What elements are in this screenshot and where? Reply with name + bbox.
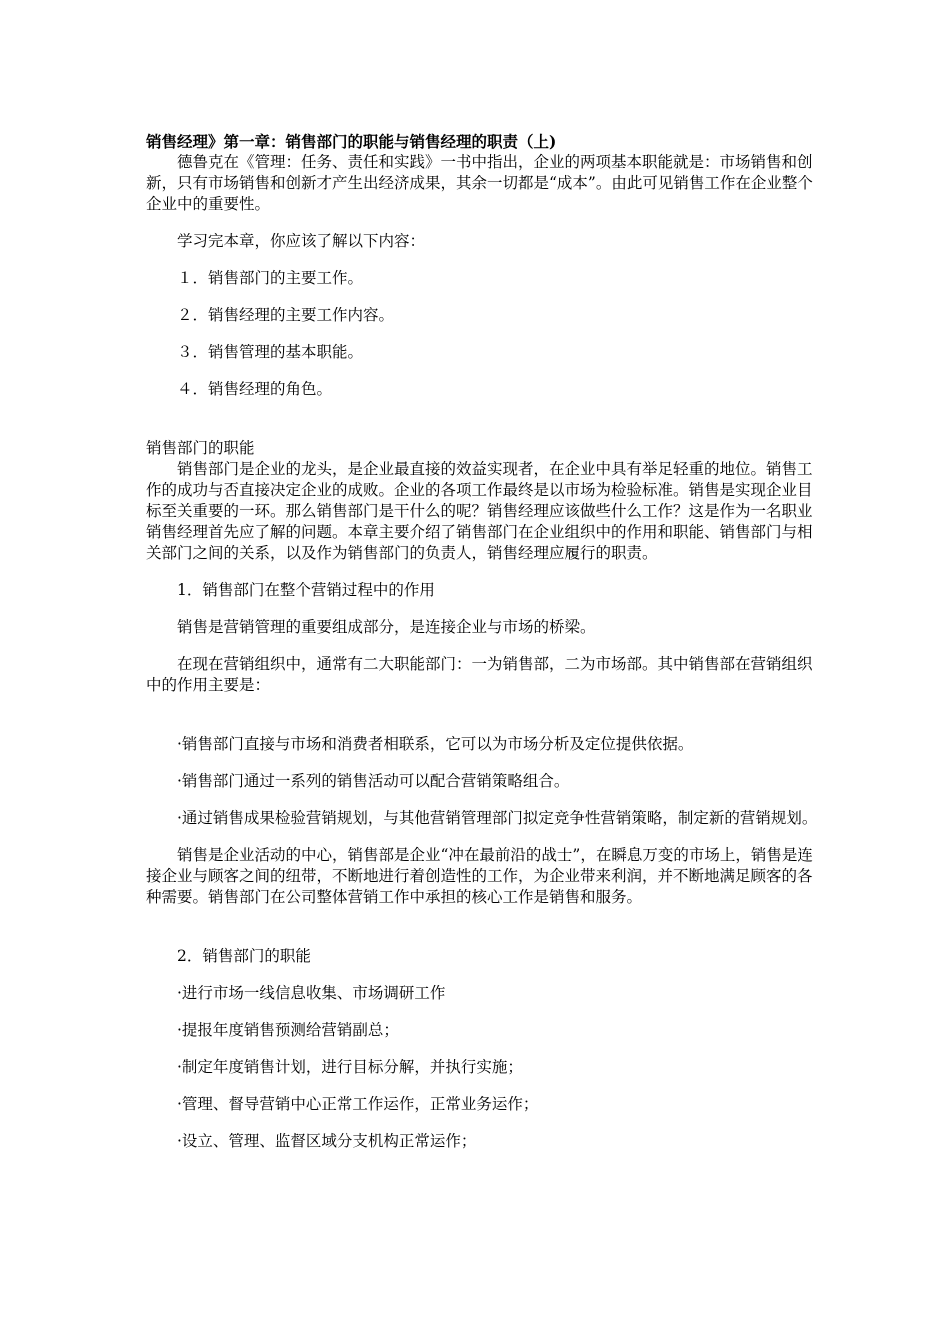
- document-title: 销售经理》第一章：销售部门的职能与销售经理的职责（上): [146, 132, 557, 151]
- body-paragraph: 在现在营销组织中，通常有二大职能部门：一为销售部，二为市场部。其中销售部在营销组织中的作用主要是：: [146, 655, 813, 694]
- bullet-item: ·通过销售成果检验营销规划，与其他营销管理部门拟定竞争性营销策略，制定新的营销规划。: [177, 809, 818, 827]
- learn-item: ４．销售经理的角色。: [177, 380, 333, 398]
- bullet-item: ·设立、管理、监督区域分支机构正常运作；: [177, 1132, 477, 1150]
- subsection-heading: 2．销售部门的职能: [177, 947, 311, 965]
- learn-heading: 学习完本章，你应该了解以下内容：: [177, 232, 426, 250]
- learn-item: １．销售部门的主要工作。: [177, 269, 364, 287]
- document-page: [146, 131, 826, 1152]
- subsection-heading: 1．销售部门在整个营销过程中的作用: [177, 581, 435, 599]
- body-paragraph: 销售是营销管理的重要组成部分，是连接企业与市场的桥梁。: [177, 618, 596, 636]
- body-paragraph: 销售是企业活动的中心，销售部是企业“冲在最前沿的战士”，在瞬息万变的市场上，销售是连接企业与顾客之间的纽带，不断地进行着创造性的工作，为企业带来利润，并不断地满足顾客的各种需要。销售部门在公司整体营销工作中承担的核心工作是销售和服务。: [146, 846, 813, 906]
- intro-paragraph: 德鲁克在《管理：任务、责任和实践》一书中指出，企业的两项基本职能就是：市场销售和创新，只有市场销售和创新才产生出经济成果，其余一切都是“成本”。由此可见销售工作在企业整个企业中的重要性。: [146, 153, 813, 213]
- learn-item: ３．销售管理的基本职能。: [177, 343, 364, 361]
- section-paragraph: 销售部门是企业的龙头，是企业最直接的效益实现者，在企业中具有举足轻重的地位。销售工作的成功与否直接决定企业的成败。企业的各项工作最终是以市场为检验标准。销售是实现企业目标至关重要的一环。那么销售部门是干什么的呢？销售经理应该做些什么工作？这是作为一名职业销售经理首先应了解的问题。本章主要介绍了销售部门在企业组织中的作用和职能、销售部门与相关部门之间的关系，以及作为销售部门的负责人，销售经理应履行的职责。: [146, 460, 813, 562]
- bullet-item: ·进行市场一线信息收集、市场调研工作: [177, 984, 446, 1002]
- learn-item: ２．销售经理的主要工作内容。: [177, 306, 395, 324]
- bullet-item: ·销售部门通过一系列的销售活动可以配合营销策略组合。: [177, 772, 570, 790]
- bullet-item: ·提报年度销售预测给营销副总；: [177, 1021, 399, 1039]
- bullet-item: ·管理、督导营销中心正常工作运作，正常业务运作；: [177, 1095, 539, 1113]
- bullet-item: ·销售部门直接与市场和消费者相联系，它可以为市场分析及定位提供依据。: [177, 735, 694, 753]
- bullet-item: ·制定年度销售计划，进行目标分解，并执行实施；: [177, 1058, 523, 1076]
- section-heading: 销售部门的职能: [146, 439, 255, 457]
